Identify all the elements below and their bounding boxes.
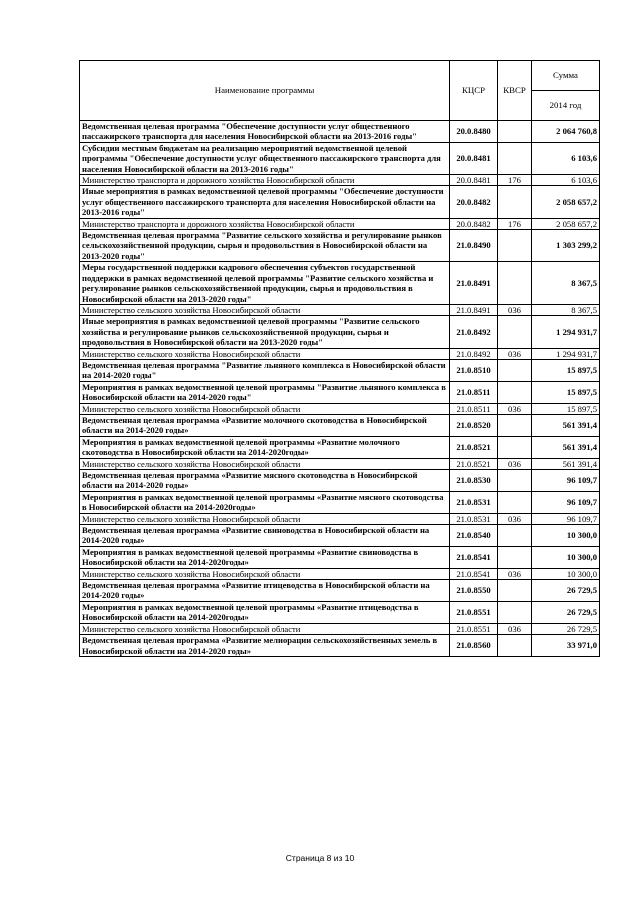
- cell-kvsr: [498, 230, 532, 262]
- cell-sum: 561 391,4: [532, 458, 600, 469]
- cell-sum: 6 103,6: [532, 175, 600, 186]
- cell-program-name: Министерство транспорта и дорожного хозяйства Новосибирской области: [80, 175, 450, 186]
- table-row: [80, 316, 600, 348]
- cell-kcsr: 20.0.8480: [450, 121, 498, 143]
- cell-kvsr: 036: [498, 304, 532, 315]
- cell-sum: 33 971,0: [532, 635, 600, 657]
- table-row: [80, 513, 600, 524]
- cell-program-name: Министерство сельского хозяйства Новосибирской области: [80, 568, 450, 579]
- cell-sum: 1 303 299,2: [532, 230, 600, 262]
- cell-kcsr: 21.0.8560: [450, 635, 498, 657]
- cell-program-name: Субсидии местным бюджетам на реализацию мероприятий ведомственной целевой программы "Обеспечение доступности услуг общественного пассажирского транспорта для населения Новосибирской области на 2013-2016 годы": [80, 142, 450, 174]
- table-row: [80, 458, 600, 469]
- cell-program-name: Ведомственная целевая программа "Развитие льняного комплекса в Новосибирской области на 2014-2020 годы": [80, 359, 450, 381]
- cell-program-name: Министерство сельского хозяйства Новосибирской области: [80, 623, 450, 634]
- cell-kvsr: [498, 414, 532, 436]
- cell-kvsr: [498, 381, 532, 403]
- cell-kcsr: 21.0.8541: [450, 568, 498, 579]
- cell-kcsr: 21.0.8540: [450, 525, 498, 547]
- cell-sum: 96 109,7: [532, 513, 600, 524]
- header-kcsr: КЦСР: [450, 61, 498, 121]
- cell-kcsr: 20.0.8481: [450, 142, 498, 174]
- cell-program-name: Министерство транспорта и дорожного хозяйства Новосибирской области: [80, 218, 450, 229]
- cell-program-name: Мероприятия в рамках ведомственной целевой программы «Развитие молочного скотоводства в Новосибирской области на 2014-2020годы»: [80, 436, 450, 458]
- cell-kcsr: 21.0.8490: [450, 230, 498, 262]
- cell-sum: 8 367,5: [532, 304, 600, 315]
- cell-sum: 1 294 931,7: [532, 316, 600, 348]
- cell-kvsr: [498, 436, 532, 458]
- cell-kvsr: [498, 359, 532, 381]
- table-row: [80, 381, 600, 403]
- cell-sum: 561 391,4: [532, 436, 600, 458]
- cell-sum: 10 300,0: [532, 546, 600, 568]
- cell-sum: 6 103,6: [532, 142, 600, 174]
- cell-kcsr: 21.0.8510: [450, 359, 498, 381]
- cell-kvsr: [498, 142, 532, 174]
- table-row: [80, 436, 600, 458]
- cell-kvsr: 036: [498, 348, 532, 359]
- table-row: [80, 230, 600, 262]
- cell-program-name: Министерство сельского хозяйства Новосибирской области: [80, 403, 450, 414]
- cell-sum: 2 058 657,2: [532, 186, 600, 218]
- table-row: [80, 470, 600, 492]
- cell-kcsr: 21.0.8550: [450, 580, 498, 602]
- cell-program-name: Мероприятия в рамках ведомственной целевой программы "Развитие льняного комплекса в Новосибирской области на 2014-2020 годы": [80, 381, 450, 403]
- cell-kvsr: 036: [498, 403, 532, 414]
- cell-kcsr: 21.0.8492: [450, 316, 498, 348]
- cell-kvsr: [498, 601, 532, 623]
- cell-kcsr: 21.0.8511: [450, 403, 498, 414]
- table-row: [80, 525, 600, 547]
- cell-kcsr: 21.0.8530: [450, 470, 498, 492]
- cell-sum: 15 897,5: [532, 359, 600, 381]
- cell-kcsr: 21.0.8491: [450, 262, 498, 305]
- table-row: [80, 304, 600, 315]
- cell-program-name: Министерство сельского хозяйства Новосибирской области: [80, 304, 450, 315]
- cell-program-name: Ведомственная целевая программа «Развитие мясного скотоводства в Новосибирской области на 2014-2020 годы»: [80, 470, 450, 492]
- cell-kcsr: 21.0.8492: [450, 348, 498, 359]
- cell-program-name: Иные мероприятия в рамках ведомственной целевой программы "Развитие сельского хозяйства и регулирование рынков сельскохозяйственной продукции, сырья и продовольствия в Новосибирской области на 2013-2020 годы": [80, 316, 450, 348]
- cell-kvsr: [498, 491, 532, 513]
- table-row: [80, 262, 600, 305]
- table-row: [80, 218, 600, 229]
- table-row: [80, 121, 600, 143]
- header-sum: Сумма: [532, 61, 600, 91]
- cell-program-name: Мероприятия в рамках ведомственной целевой программы «Развитие птицеводства в Новосибирской области на 2014-2020годы»: [80, 601, 450, 623]
- cell-program-name: Ведомственная целевая программа «Развитие мелиорации сельскохозяйственных земель в Новосибирской области на 2014-2020 годы»: [80, 635, 450, 657]
- cell-sum: 96 109,7: [532, 491, 600, 513]
- cell-kvsr: [498, 121, 532, 143]
- cell-program-name: Министерство сельского хозяйства Новосибирской области: [80, 458, 450, 469]
- cell-sum: 15 897,5: [532, 403, 600, 414]
- cell-sum: 10 300,0: [532, 568, 600, 579]
- cell-program-name: Ведомственная целевая программа "Обеспечение доступности услуг общественного пассажирского транспорта для населения Новосибирской области на 2013-2016 годы": [80, 121, 450, 143]
- table-row: [80, 568, 600, 579]
- table-row: [80, 142, 600, 174]
- cell-sum: 26 729,5: [532, 580, 600, 602]
- table-row: [80, 403, 600, 414]
- cell-sum: 96 109,7: [532, 470, 600, 492]
- cell-program-name: Иные мероприятия в рамках ведомственной целевой программы "Обеспечение доступности услуг общественного пассажирского транспорта для населения Новосибирской области на 2013-2016 годы": [80, 186, 450, 218]
- cell-kcsr: 21.0.8541: [450, 546, 498, 568]
- cell-kcsr: 20.0.8482: [450, 218, 498, 229]
- cell-kvsr: [498, 580, 532, 602]
- cell-kvsr: 036: [498, 623, 532, 634]
- cell-kcsr: 21.0.8520: [450, 414, 498, 436]
- cell-kcsr: 21.0.8491: [450, 304, 498, 315]
- table-row: [80, 623, 600, 634]
- cell-program-name: Министерство сельского хозяйства Новосибирской области: [80, 348, 450, 359]
- cell-program-name: Мероприятия в рамках ведомственной целевой программы «Развитие мясного скотоводства в Новосибирской области на 2014-2020годы»: [80, 491, 450, 513]
- cell-kvsr: 036: [498, 513, 532, 524]
- table-row: [80, 348, 600, 359]
- cell-kcsr: 21.0.8531: [450, 491, 498, 513]
- cell-kvsr: [498, 316, 532, 348]
- cell-program-name: Ведомственная целевая программа "Развитие сельского хозяйства и регулирование рынков сельскохозяйственной продукции, сырья и продовольствия в Новосибирской области на 2013-2020 годы": [80, 230, 450, 262]
- table-row: [80, 175, 600, 186]
- cell-program-name: Мероприятия в рамках ведомственной целевой программы «Развитие свиноводства в Новосибирской области на 2014-2020годы»: [80, 546, 450, 568]
- cell-sum: 561 391,4: [532, 414, 600, 436]
- table-row: [80, 186, 600, 218]
- cell-kcsr: 21.0.8551: [450, 623, 498, 634]
- table-row: [80, 580, 600, 602]
- cell-kvsr: [498, 525, 532, 547]
- cell-sum: 26 729,5: [532, 601, 600, 623]
- table-row: [80, 635, 600, 657]
- budget-table: [79, 60, 600, 657]
- cell-program-name: Ведомственная целевая программа «Развитие птицеводства в Новосибирской области на 2014-2020 годы»: [80, 580, 450, 602]
- cell-kcsr: 20.0.8482: [450, 186, 498, 218]
- cell-sum: 26 729,5: [532, 623, 600, 634]
- cell-sum: 15 897,5: [532, 381, 600, 403]
- cell-kvsr: 036: [498, 568, 532, 579]
- cell-kcsr: 21.0.8521: [450, 458, 498, 469]
- table-row: [80, 601, 600, 623]
- cell-program-name: Министерство сельского хозяйства Новосибирской области: [80, 513, 450, 524]
- cell-kcsr: 21.0.8531: [450, 513, 498, 524]
- cell-kcsr: 21.0.8551: [450, 601, 498, 623]
- cell-program-name: Меры государственной поддержки кадрового обеспечения субъектов государственной поддержки в рамках ведомственной целевой программы "Развитие сельского хозяйства и регулирование рынков сельскохозяйственной продукции, сырья и продовольствия в Новосибирской области на 2013-2020 годы": [80, 262, 450, 305]
- table-row: [80, 414, 600, 436]
- cell-kcsr: 21.0.8511: [450, 381, 498, 403]
- table-row: [80, 491, 600, 513]
- cell-kvsr: [498, 470, 532, 492]
- cell-kvsr: [498, 635, 532, 657]
- cell-kcsr: 20.0.8481: [450, 175, 498, 186]
- table-row: [80, 359, 600, 381]
- cell-sum: 1 294 931,7: [532, 348, 600, 359]
- cell-kcsr: 21.0.8521: [450, 436, 498, 458]
- header-program-name: Наименование программы: [80, 61, 450, 121]
- cell-sum: 2 064 760,8: [532, 121, 600, 143]
- cell-sum: 10 300,0: [532, 525, 600, 547]
- cell-program-name: Ведомственная целевая программа «Развитие молочного скотоводства в Новосибирской области на 2014-2020 годы»: [80, 414, 450, 436]
- cell-kvsr: [498, 262, 532, 305]
- table-row: [80, 546, 600, 568]
- cell-program-name: Ведомственная целевая программа «Развитие свиноводства в Новосибирской области на 2014-2020 годы»: [80, 525, 450, 547]
- page-footer: Страница 8 из 10: [285, 853, 355, 863]
- cell-kvsr: 176: [498, 175, 532, 186]
- header-kvsr: КВСР: [498, 61, 532, 121]
- cell-kvsr: 176: [498, 218, 532, 229]
- cell-sum: 2 058 657,2: [532, 218, 600, 229]
- cell-kvsr: [498, 186, 532, 218]
- cell-kvsr: 036: [498, 458, 532, 469]
- cell-kvsr: [498, 546, 532, 568]
- cell-sum: 8 367,5: [532, 262, 600, 305]
- header-year: 2014 год: [532, 91, 600, 121]
